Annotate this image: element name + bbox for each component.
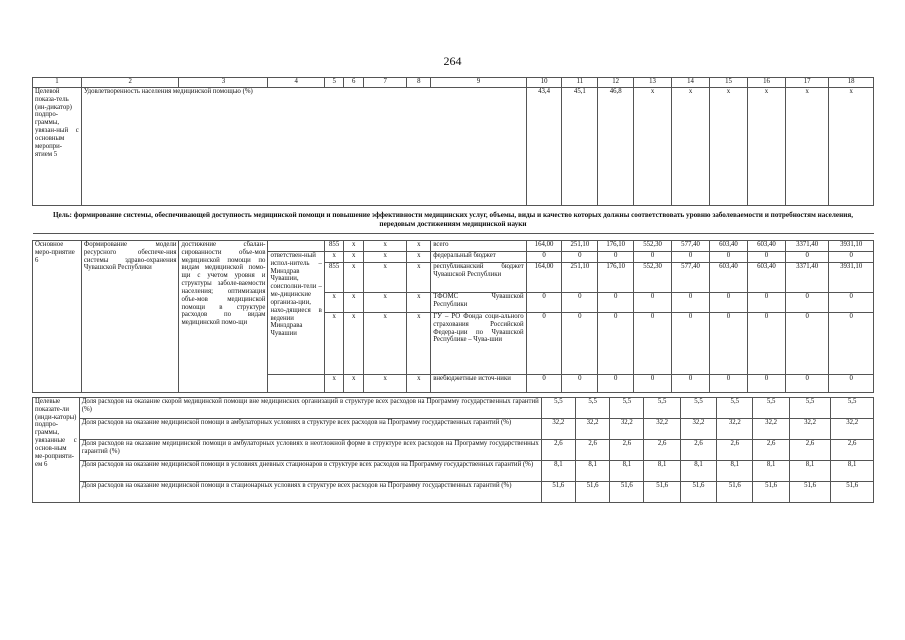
column-header: 10 (526, 78, 562, 88)
indicator-6-label: Целевые показате-ли (инди-каторы) подпро-граммы, увязанные с основ-ным ме-роприяти-ем 6 (33, 398, 80, 503)
responsible-executor-cell (268, 241, 324, 252)
code-cell: x (324, 252, 344, 263)
code-cell: x (363, 241, 406, 252)
value-cell: 0 (829, 252, 874, 263)
value-cell: 0 (785, 313, 828, 375)
value-cell: 0 (672, 375, 710, 393)
value-cell: 2,6 (753, 440, 789, 461)
value-cell: 8,1 (753, 461, 789, 482)
indicator-text: Доля расходов на оказание медицинской помощи в амбулаторных условиях в неотложной форме в структуре всех расходов на Программу государственных гарантий (%) (79, 440, 541, 461)
value-cell: 51,6 (644, 482, 680, 503)
value-cell: 176,10 (598, 241, 634, 252)
value-cell: 0 (710, 375, 748, 393)
column-header: 7 (363, 78, 406, 88)
value-cell: 8,1 (789, 461, 831, 482)
value-cell: 5,5 (644, 398, 680, 419)
main-event-name: Формирование модели ресурсного обеспече-ния системы здраво-охранения Чувашской Республики (81, 241, 179, 393)
value-cell: 0 (562, 252, 598, 263)
code-cell: x (407, 241, 431, 252)
value-cell: 0 (785, 252, 828, 263)
value-cell: 32,2 (717, 419, 753, 440)
indicator-6-row (33, 398, 874, 419)
spacer-row (33, 234, 874, 241)
value-cell: 0 (710, 313, 748, 375)
value-cell: 8,1 (831, 461, 874, 482)
column-header: 1 (33, 78, 82, 88)
value-cell: 164,00 (526, 263, 562, 293)
column-header: 18 (829, 78, 874, 88)
value-cell: 0 (526, 252, 562, 263)
code-cell: x (344, 252, 364, 263)
value-cell: 3931,10 (829, 241, 874, 252)
value-cell: 51,6 (717, 482, 753, 503)
value-cell: 603,40 (710, 241, 748, 252)
funding-source: ТФОМС Чувашской Республики (431, 293, 526, 313)
value-cell: 8,1 (680, 461, 716, 482)
value-cell: 51,6 (753, 482, 789, 503)
indicator-6-row (33, 482, 874, 503)
value-cell: 0 (672, 252, 710, 263)
value-cell: 5,5 (717, 398, 753, 419)
value-cell: 0 (710, 252, 748, 263)
value-cell: 0 (747, 252, 785, 263)
code-cell: x (407, 375, 431, 393)
value-cell: 0 (634, 252, 672, 263)
code-cell: x (363, 252, 406, 263)
value-cell: 32,2 (789, 419, 831, 440)
value-cell: 46,8 (598, 88, 634, 206)
value-cell: 0 (634, 293, 672, 313)
value-cell: 0 (634, 375, 672, 393)
value-cell: 5,5 (789, 398, 831, 419)
code-cell: x (344, 375, 364, 393)
funding-source: республиканский бюджет Чувашской Республики (431, 263, 526, 293)
indicator-text: Доля расходов на оказание медицинской помощи в условиях дневных стационаров в структуре всех расходов на Программу государственных гарантий (%) (79, 461, 541, 482)
code-cell: x (363, 293, 406, 313)
code-cell: x (407, 252, 431, 263)
code-cell: x (344, 313, 364, 375)
value-cell: 32,2 (644, 419, 680, 440)
value-cell: 0 (526, 293, 562, 313)
value-cell: 2,6 (831, 440, 874, 461)
value-cell: 0 (785, 375, 828, 393)
value-cell: 0 (710, 293, 748, 313)
value-cell: 0 (598, 313, 634, 375)
indicator-text: Доля расходов на оказание медицинской помощи в стационарных условиях в структуре всех расходов на Программу государственных гарантий (%) (79, 482, 541, 503)
value-cell: 0 (598, 293, 634, 313)
value-cell: 0 (672, 313, 710, 375)
value-cell: 0 (562, 375, 598, 393)
value-cell: 51,6 (575, 482, 609, 503)
code-cell: x (344, 263, 364, 293)
value-cell: 43,4 (526, 88, 562, 206)
indicator-text: Доля расходов на оказание медицинской помощи в амбулаторных условиях в структуре всех расходов на Программу государственных гарантий (%) (79, 419, 541, 440)
value-cell: 0 (634, 313, 672, 375)
column-header: 11 (562, 78, 598, 88)
value-cell: 5,5 (680, 398, 716, 419)
indicator-5-text: Удовлетворенность населения медицинской помощью (%) (81, 88, 526, 206)
value-cell: 552,30 (634, 241, 672, 252)
column-header: 8 (407, 78, 431, 88)
code-cell: x (363, 263, 406, 293)
value-cell: 5,5 (541, 398, 575, 419)
indicator-text: Доля расходов на оказание скорой медицинской помощи вне медицинских организаций в структуре всех расходов на Программу государственных гарантий (%) (79, 398, 541, 419)
value-cell: 2,6 (610, 440, 644, 461)
value-cell: 251,10 (562, 241, 598, 252)
value-cell: 0 (747, 313, 785, 375)
value-cell: 0 (598, 375, 634, 393)
value-cell: 45,1 (562, 88, 598, 206)
value-cell: 552,30 (634, 263, 672, 293)
value-cell: 603,40 (747, 241, 785, 252)
code-cell: x (363, 375, 406, 393)
value-cell: 2,6 (541, 440, 575, 461)
code-cell: x (324, 375, 344, 393)
value-cell: 51,6 (610, 482, 644, 503)
value-cell: 51,6 (789, 482, 831, 503)
code-cell: x (344, 241, 364, 252)
value-cell: 164,00 (526, 241, 562, 252)
value-cell: 0 (598, 252, 634, 263)
value-cell: 2,6 (680, 440, 716, 461)
value-cell: 32,2 (753, 419, 789, 440)
column-header: 12 (598, 78, 634, 88)
funding-source: ГУ – РО Фонда соци-ального страхования Российской Федера-ции по Чувашской Республике – Чува-шии (431, 313, 526, 375)
value-cell: x (829, 88, 874, 206)
indicator-6-row (33, 461, 874, 482)
value-cell: x (672, 88, 710, 206)
column-header: 9 (431, 78, 526, 88)
column-header: 3 (179, 78, 268, 88)
column-header: 17 (785, 78, 828, 88)
column-header: 14 (672, 78, 710, 88)
indicator-5-row (33, 88, 874, 206)
value-cell: 0 (829, 375, 874, 393)
value-cell: 8,1 (717, 461, 753, 482)
value-cell: 32,2 (831, 419, 874, 440)
value-cell: 603,40 (747, 263, 785, 293)
value-cell: 2,6 (644, 440, 680, 461)
indicator-6-row (33, 419, 874, 440)
code-cell: x (363, 313, 406, 375)
value-cell: 603,40 (710, 263, 748, 293)
funding-source: внебюджетные источ-ники (431, 375, 526, 393)
value-cell: 0 (785, 293, 828, 313)
value-cell: 577,40 (672, 263, 710, 293)
value-cell: 251,10 (562, 263, 598, 293)
value-cell: 2,6 (575, 440, 609, 461)
funding-source: всего (431, 241, 526, 252)
header-row (33, 78, 874, 88)
value-cell: 5,5 (831, 398, 874, 419)
value-cell: 32,2 (680, 419, 716, 440)
main-event-label: Основное меро-приятие 6 (33, 241, 82, 393)
value-cell: x (747, 88, 785, 206)
value-cell: 5,5 (753, 398, 789, 419)
value-cell: 32,2 (541, 419, 575, 440)
value-cell: 0 (526, 375, 562, 393)
spacer (33, 234, 874, 241)
main-event-results: достижение сбалан-сированности объе-мов медицинской помощи по видам медицинской помо-щи с учетом уровня и структуры заболе-ваемости населения; оптимизация объе-мов медицинской помощи в структуре расходов по видам медицинской помо-щи (179, 241, 268, 393)
code-cell: x (407, 293, 431, 313)
value-cell: 8,1 (644, 461, 680, 482)
value-cell: 51,6 (831, 482, 874, 503)
value-cell: 0 (562, 293, 598, 313)
value-cell: 0 (829, 313, 874, 375)
value-cell: 32,2 (575, 419, 609, 440)
value-cell: 2,6 (789, 440, 831, 461)
value-cell: 5,5 (610, 398, 644, 419)
value-cell: 51,6 (541, 482, 575, 503)
code-cell: x (324, 293, 344, 313)
code-cell: 855 (324, 241, 344, 252)
code-cell: x (407, 313, 431, 375)
funding-row (33, 241, 874, 252)
column-header: 13 (634, 78, 672, 88)
funding-source: федеральный бюджет (431, 252, 526, 263)
value-cell: 0 (562, 313, 598, 375)
value-cell: 32,2 (610, 419, 644, 440)
code-cell: x (324, 313, 344, 375)
value-cell: 3371,40 (785, 241, 828, 252)
indicator-table (32, 397, 874, 503)
value-cell: 51,6 (680, 482, 716, 503)
value-cell: 8,1 (575, 461, 609, 482)
value-cell: x (710, 88, 748, 206)
value-cell: 2,6 (717, 440, 753, 461)
value-cell: 577,40 (672, 241, 710, 252)
column-header: 16 (747, 78, 785, 88)
value-cell: 0 (526, 313, 562, 375)
goal-row (33, 206, 874, 234)
page-number: 264 (443, 54, 462, 68)
responsible-executor: ответствен-ный испол-нитель – Минздрав Чувашии, соисполни-тели – ме-дицинские организа-ции, нахо-дящиеся в ведении Минздрава Чувашии (268, 252, 324, 375)
column-header: 6 (344, 78, 364, 88)
code-cell: x (344, 293, 364, 313)
value-cell: 8,1 (541, 461, 575, 482)
value-cell: 176,10 (598, 263, 634, 293)
value-cell: 0 (747, 375, 785, 393)
value-cell: x (785, 88, 828, 206)
value-cell: 0 (672, 293, 710, 313)
code-cell: 855 (324, 263, 344, 293)
value-cell: x (634, 88, 672, 206)
code-cell: x (407, 263, 431, 293)
column-header: 4 (268, 78, 324, 88)
value-cell: 5,5 (575, 398, 609, 419)
program-table (32, 77, 874, 393)
responsible-executor-cell (268, 375, 324, 393)
column-header: 15 (710, 78, 748, 88)
value-cell: 0 (829, 293, 874, 313)
value-cell: 0 (747, 293, 785, 313)
column-header: 5 (324, 78, 344, 88)
indicator-5-label: Целевой показа-тель (ин-дикатор) подпро-граммы, увязан-ный с основным меропри-ятием 5 (33, 88, 82, 206)
value-cell: 3931,10 (829, 263, 874, 293)
indicator-6-row (33, 440, 874, 461)
goal-text: Цель: формирование системы, обеспечивающей доступность медицинской помощи и повышение эффективности медицинских услуг, объемы, виды и качество которых должны соответствовать уровню заболеваемости и потребностям населения, передовым достижениям медицинской науки (33, 206, 874, 234)
column-header: 2 (81, 78, 179, 88)
value-cell: 3371,40 (785, 263, 828, 293)
value-cell: 8,1 (610, 461, 644, 482)
